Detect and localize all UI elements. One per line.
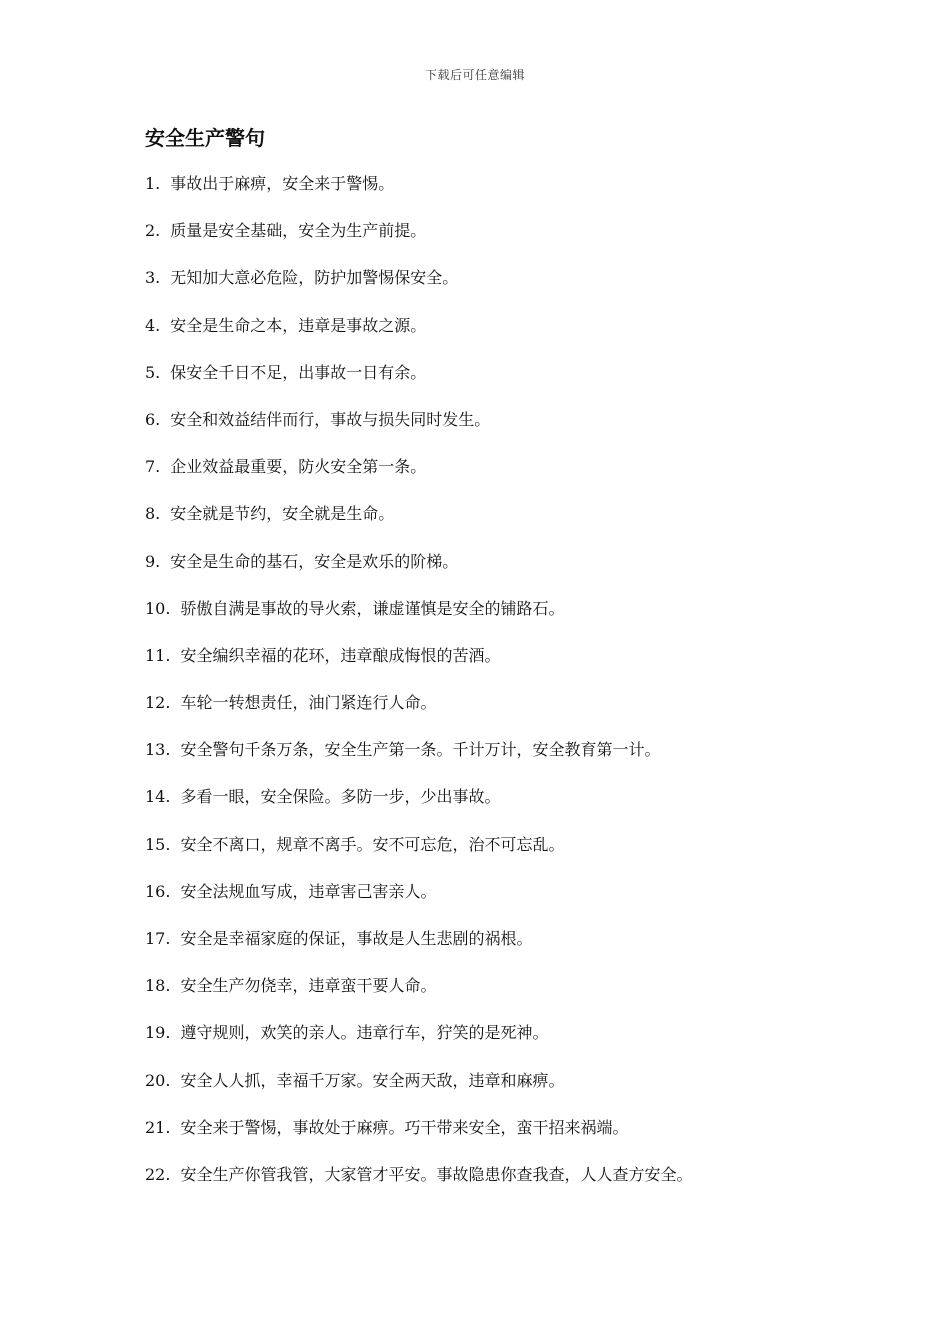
list-item <box>145 1116 845 1163</box>
item-text: 保安全千日不足，出事故一日有余。 <box>170 362 427 382</box>
item-text: 安全是生命的基石，安全是欢乐的阶梯。 <box>170 551 459 571</box>
item-text: 安全就是节约，安全就是生命。 <box>170 504 395 524</box>
item-number: 7. <box>145 457 161 477</box>
item-number: 22. <box>145 1164 171 1184</box>
list-item <box>145 974 845 1021</box>
item-text: 安全是幸福家庭的保证，事故是人生悲剧的祸根。 <box>180 929 533 948</box>
list-item <box>145 1163 845 1210</box>
item-text: 安全编织幸福的花环，违章酿成悔恨的苦酒。 <box>180 645 501 665</box>
item-text: 安全来于警惕，事故处于麻痹。巧干带来安全，蛮干招来祸端。 <box>180 1117 629 1137</box>
item-number: 21. <box>145 1117 171 1137</box>
item-number: 12. <box>145 693 171 713</box>
item-text: 车轮一转想责任，油门紧连行人命。 <box>180 693 437 713</box>
item-number: 2. <box>145 221 161 241</box>
list-item <box>145 833 845 880</box>
item-text: 安全人人抓，幸福千万家。安全两天敌，违章和麻痹。 <box>180 1070 565 1090</box>
list-item <box>145 408 845 455</box>
list-item <box>145 314 845 361</box>
list-item <box>145 691 845 738</box>
item-text: 无知加大意必危险，防护加警惕保安全。 <box>170 268 459 288</box>
page-header: 下载后可任意编辑 <box>424 68 525 82</box>
item-number: 13. <box>145 740 171 760</box>
item-number: 17. <box>145 929 171 948</box>
list-item <box>145 785 845 832</box>
item-text: 安全不离口，规章不离手。安不可忘危，治不可忘乱。 <box>180 834 565 854</box>
item-text: 事故出于麻痹，安全来于警惕。 <box>170 174 395 193</box>
list-item <box>145 266 845 313</box>
item-number: 5. <box>145 362 161 382</box>
item-text: 安全警句千条万条，安全生产第一条。千计万计，安全教育第一计。 <box>180 740 661 760</box>
item-text: 多看一眼，安全保险。多防一步，少出事故。 <box>180 787 501 807</box>
item-number: 11. <box>145 645 171 665</box>
list-item <box>145 550 845 597</box>
item-number: 6. <box>145 409 161 429</box>
list-item <box>145 1021 845 1068</box>
list-item <box>145 880 845 927</box>
document-title: 安全生产警句 <box>145 126 265 150</box>
item-number: 3. <box>145 268 161 288</box>
item-number: 14. <box>145 787 171 807</box>
list-item <box>145 644 845 691</box>
item-text: 安全是生命之本，违章是事故之源。 <box>170 315 427 335</box>
list-item <box>145 502 845 549</box>
item-number: 10. <box>145 598 171 618</box>
item-number: 4. <box>145 315 161 335</box>
item-number: 8. <box>145 504 161 524</box>
list-item <box>145 597 845 644</box>
slogan-list <box>145 172 845 1210</box>
item-number: 19. <box>145 1023 171 1043</box>
list-item <box>145 219 845 266</box>
list-item <box>145 455 845 502</box>
item-text: 遵守规则，欢笑的亲人。违章行车，狞笑的是死神。 <box>180 1023 549 1043</box>
item-number: 9. <box>145 551 161 571</box>
item-text: 安全法规血写成，违章害己害亲人。 <box>180 881 437 901</box>
list-item <box>145 1069 845 1116</box>
item-text: 骄傲自满是事故的导火索，谦虚谨慎是安全的铺路石。 <box>180 598 565 618</box>
item-text: 安全生产你管我管，大家管才平安。事故隐患你查我查，人人查方安全。 <box>180 1164 693 1184</box>
item-number: 18. <box>145 976 171 996</box>
item-text: 质量是安全基础，安全为生产前提。 <box>170 221 427 241</box>
item-number: 16. <box>145 881 171 901</box>
item-text: 安全生产勿侥幸，违章蛮干要人命。 <box>180 976 437 996</box>
item-number: 20. <box>145 1070 171 1090</box>
item-number: 1. <box>145 174 161 193</box>
item-number: 15. <box>145 834 171 854</box>
list-item <box>145 927 845 974</box>
item-text: 企业效益最重要，防火安全第一条。 <box>170 457 427 477</box>
list-item <box>145 738 845 785</box>
item-text: 安全和效益结伴而行，事故与损失同时发生。 <box>170 409 491 429</box>
list-item <box>145 361 845 408</box>
list-item <box>145 172 845 219</box>
